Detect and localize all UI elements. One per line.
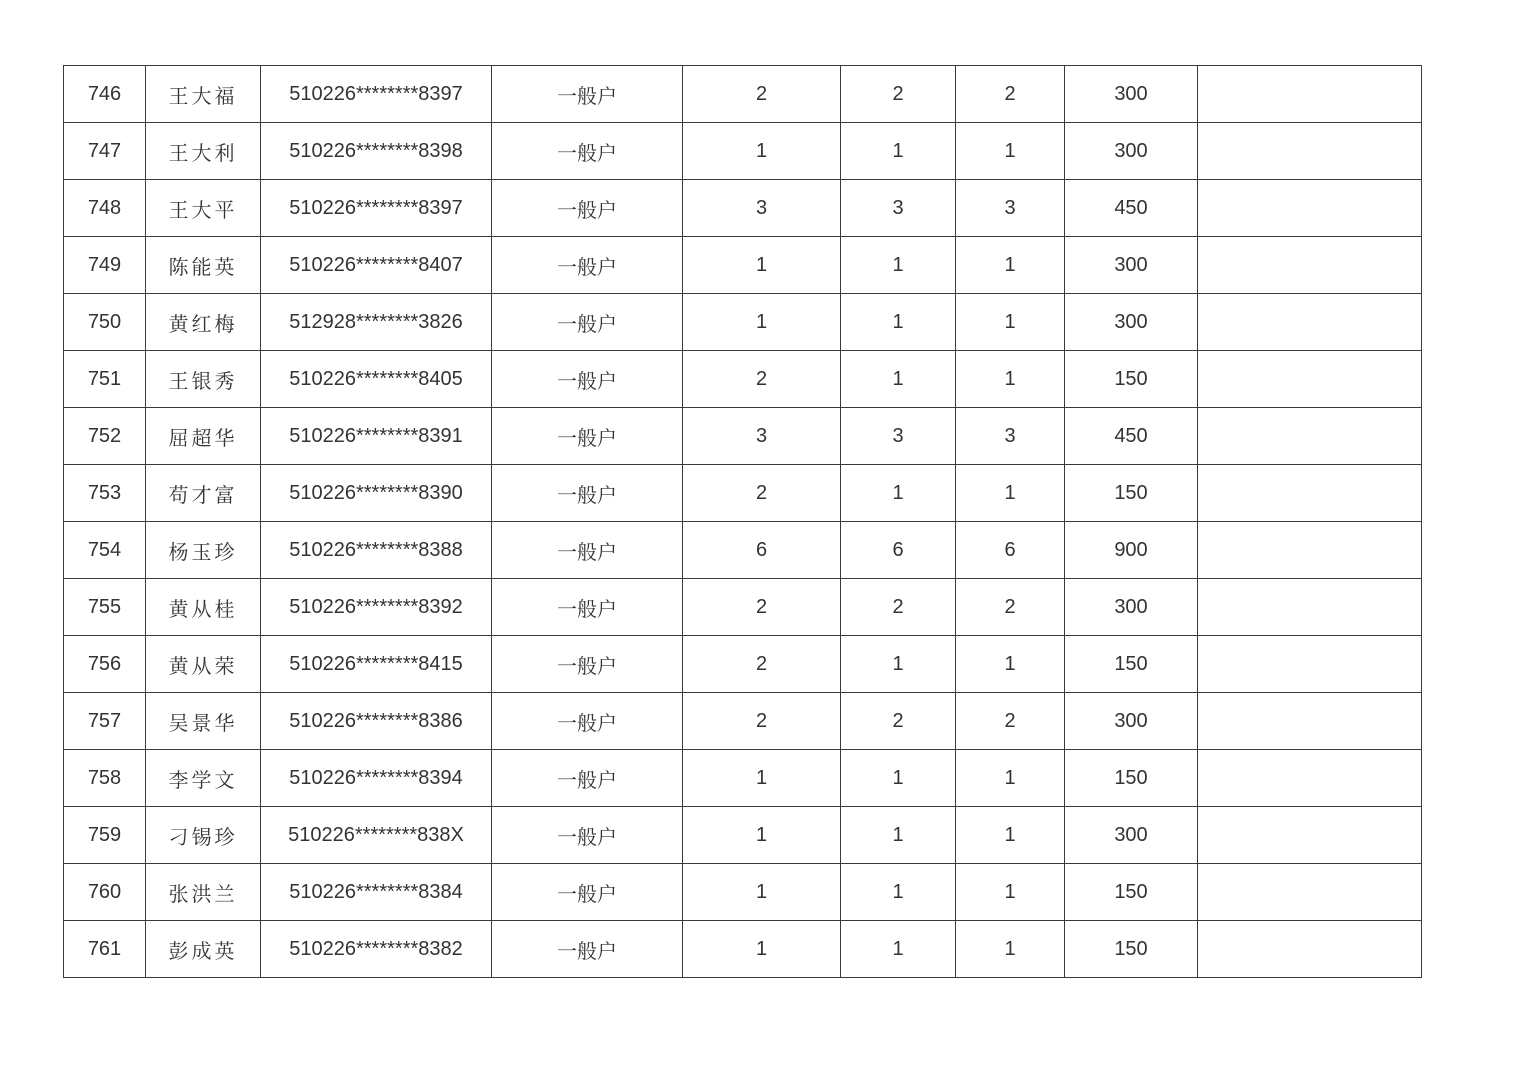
id-number-cell: 510226********8397 (261, 180, 492, 237)
table-row (64, 294, 1422, 351)
count-a-cell: 1 (683, 750, 841, 807)
name-cell: 彭成英 (146, 921, 261, 978)
name-cell: 苟才富 (146, 465, 261, 522)
table-row (64, 180, 1422, 237)
count-b-cell: 1 (841, 465, 956, 522)
count-c-cell: 1 (956, 807, 1065, 864)
serial-number-cell: 746 (64, 66, 146, 123)
count-a-cell: 1 (683, 294, 841, 351)
count-a-cell: 6 (683, 522, 841, 579)
id-number-cell: 510226********8398 (261, 123, 492, 180)
name-cell: 黄红梅 (146, 294, 261, 351)
note-cell (1198, 693, 1422, 750)
count-a-cell: 2 (683, 693, 841, 750)
serial-number-cell: 754 (64, 522, 146, 579)
household-type-cell: 一般户 (492, 579, 683, 636)
count-a-cell: 2 (683, 579, 841, 636)
note-cell (1198, 237, 1422, 294)
count-b-cell: 3 (841, 408, 956, 465)
count-c-cell: 1 (956, 636, 1065, 693)
count-c-cell: 2 (956, 66, 1065, 123)
household-type-cell: 一般户 (492, 750, 683, 807)
table-row (64, 864, 1422, 921)
household-type-cell: 一般户 (492, 693, 683, 750)
serial-number-cell: 749 (64, 237, 146, 294)
serial-number-cell: 758 (64, 750, 146, 807)
name-cell: 吴景华 (146, 693, 261, 750)
serial-number-cell: 752 (64, 408, 146, 465)
name-cell: 陈能英 (146, 237, 261, 294)
count-a-cell: 1 (683, 921, 841, 978)
id-number-cell: 510226********8386 (261, 693, 492, 750)
table-row (64, 66, 1422, 123)
amount-cell: 150 (1065, 636, 1198, 693)
count-a-cell: 2 (683, 66, 841, 123)
household-type-cell: 一般户 (492, 465, 683, 522)
amount-cell: 900 (1065, 522, 1198, 579)
count-b-cell: 1 (841, 237, 956, 294)
household-type-cell: 一般户 (492, 180, 683, 237)
household-type-cell: 一般户 (492, 921, 683, 978)
table-row (64, 921, 1422, 978)
count-b-cell: 6 (841, 522, 956, 579)
serial-number-cell: 761 (64, 921, 146, 978)
amount-cell: 300 (1065, 693, 1198, 750)
id-number-cell: 510226********8407 (261, 237, 492, 294)
count-c-cell: 2 (956, 693, 1065, 750)
id-number-cell: 510226********8384 (261, 864, 492, 921)
count-c-cell: 1 (956, 750, 1065, 807)
note-cell (1198, 864, 1422, 921)
count-c-cell: 1 (956, 351, 1065, 408)
serial-number-cell: 759 (64, 807, 146, 864)
count-b-cell: 2 (841, 66, 956, 123)
table-row (64, 123, 1422, 180)
serial-number-cell: 760 (64, 864, 146, 921)
note-cell (1198, 465, 1422, 522)
count-b-cell: 1 (841, 921, 956, 978)
note-cell (1198, 294, 1422, 351)
name-cell: 黄从桂 (146, 579, 261, 636)
id-number-cell: 512928********3826 (261, 294, 492, 351)
table-row (64, 750, 1422, 807)
amount-cell: 150 (1065, 351, 1198, 408)
count-a-cell: 1 (683, 237, 841, 294)
name-cell: 王大利 (146, 123, 261, 180)
name-cell: 李学文 (146, 750, 261, 807)
note-cell (1198, 750, 1422, 807)
table-body (64, 66, 1422, 978)
amount-cell: 450 (1065, 408, 1198, 465)
household-type-cell: 一般户 (492, 66, 683, 123)
count-c-cell: 1 (956, 237, 1065, 294)
id-number-cell: 510226********8392 (261, 579, 492, 636)
count-a-cell: 2 (683, 351, 841, 408)
serial-number-cell: 751 (64, 351, 146, 408)
records-table (63, 65, 1422, 978)
count-c-cell: 1 (956, 294, 1065, 351)
count-a-cell: 2 (683, 465, 841, 522)
count-b-cell: 1 (841, 636, 956, 693)
note-cell (1198, 636, 1422, 693)
amount-cell: 300 (1065, 66, 1198, 123)
note-cell (1198, 579, 1422, 636)
count-a-cell: 3 (683, 180, 841, 237)
count-b-cell: 1 (841, 123, 956, 180)
id-number-cell: 510226********8405 (261, 351, 492, 408)
note-cell (1198, 66, 1422, 123)
household-type-cell: 一般户 (492, 294, 683, 351)
count-a-cell: 1 (683, 123, 841, 180)
note-cell (1198, 921, 1422, 978)
id-number-cell: 510226********8382 (261, 921, 492, 978)
note-cell (1198, 408, 1422, 465)
count-b-cell: 1 (841, 750, 956, 807)
note-cell (1198, 807, 1422, 864)
count-b-cell: 2 (841, 693, 956, 750)
serial-number-cell: 757 (64, 693, 146, 750)
id-number-cell: 510226********8390 (261, 465, 492, 522)
note-cell (1198, 123, 1422, 180)
table-row (64, 522, 1422, 579)
count-b-cell: 1 (841, 864, 956, 921)
household-type-cell: 一般户 (492, 408, 683, 465)
amount-cell: 150 (1065, 864, 1198, 921)
id-number-cell: 510226********8394 (261, 750, 492, 807)
id-number-cell: 510226********838X (261, 807, 492, 864)
count-a-cell: 1 (683, 864, 841, 921)
amount-cell: 300 (1065, 237, 1198, 294)
table-row (64, 465, 1422, 522)
count-a-cell: 1 (683, 807, 841, 864)
count-c-cell: 3 (956, 180, 1065, 237)
household-type-cell: 一般户 (492, 522, 683, 579)
count-c-cell: 1 (956, 864, 1065, 921)
serial-number-cell: 748 (64, 180, 146, 237)
table-row (64, 408, 1422, 465)
note-cell (1198, 351, 1422, 408)
name-cell: 黄从荣 (146, 636, 261, 693)
count-c-cell: 1 (956, 921, 1065, 978)
id-number-cell: 510226********8391 (261, 408, 492, 465)
table-row (64, 237, 1422, 294)
table-row (64, 807, 1422, 864)
household-type-cell: 一般户 (492, 237, 683, 294)
count-b-cell: 3 (841, 180, 956, 237)
count-c-cell: 2 (956, 579, 1065, 636)
amount-cell: 300 (1065, 807, 1198, 864)
serial-number-cell: 755 (64, 579, 146, 636)
count-b-cell: 1 (841, 294, 956, 351)
count-c-cell: 6 (956, 522, 1065, 579)
household-type-cell: 一般户 (492, 123, 683, 180)
id-number-cell: 510226********8397 (261, 66, 492, 123)
household-type-cell: 一般户 (492, 807, 683, 864)
note-cell (1198, 180, 1422, 237)
serial-number-cell: 753 (64, 465, 146, 522)
name-cell: 王大福 (146, 66, 261, 123)
household-type-cell: 一般户 (492, 636, 683, 693)
amount-cell: 300 (1065, 579, 1198, 636)
count-c-cell: 1 (956, 465, 1065, 522)
note-cell (1198, 522, 1422, 579)
serial-number-cell: 750 (64, 294, 146, 351)
amount-cell: 450 (1065, 180, 1198, 237)
household-type-cell: 一般户 (492, 864, 683, 921)
table-row (64, 693, 1422, 750)
table-row (64, 636, 1422, 693)
amount-cell: 300 (1065, 294, 1198, 351)
amount-cell: 300 (1065, 123, 1198, 180)
name-cell: 屈超华 (146, 408, 261, 465)
name-cell: 王银秀 (146, 351, 261, 408)
id-number-cell: 510226********8388 (261, 522, 492, 579)
id-number-cell: 510226********8415 (261, 636, 492, 693)
serial-number-cell: 756 (64, 636, 146, 693)
name-cell: 杨玉珍 (146, 522, 261, 579)
name-cell: 张洪兰 (146, 864, 261, 921)
table-row (64, 579, 1422, 636)
amount-cell: 150 (1065, 750, 1198, 807)
name-cell: 刁锡珍 (146, 807, 261, 864)
count-c-cell: 1 (956, 123, 1065, 180)
household-type-cell: 一般户 (492, 351, 683, 408)
count-a-cell: 2 (683, 636, 841, 693)
serial-number-cell: 747 (64, 123, 146, 180)
amount-cell: 150 (1065, 921, 1198, 978)
count-b-cell: 1 (841, 351, 956, 408)
table-row (64, 351, 1422, 408)
count-b-cell: 1 (841, 807, 956, 864)
count-c-cell: 3 (956, 408, 1065, 465)
count-b-cell: 2 (841, 579, 956, 636)
amount-cell: 150 (1065, 465, 1198, 522)
name-cell: 王大平 (146, 180, 261, 237)
count-a-cell: 3 (683, 408, 841, 465)
